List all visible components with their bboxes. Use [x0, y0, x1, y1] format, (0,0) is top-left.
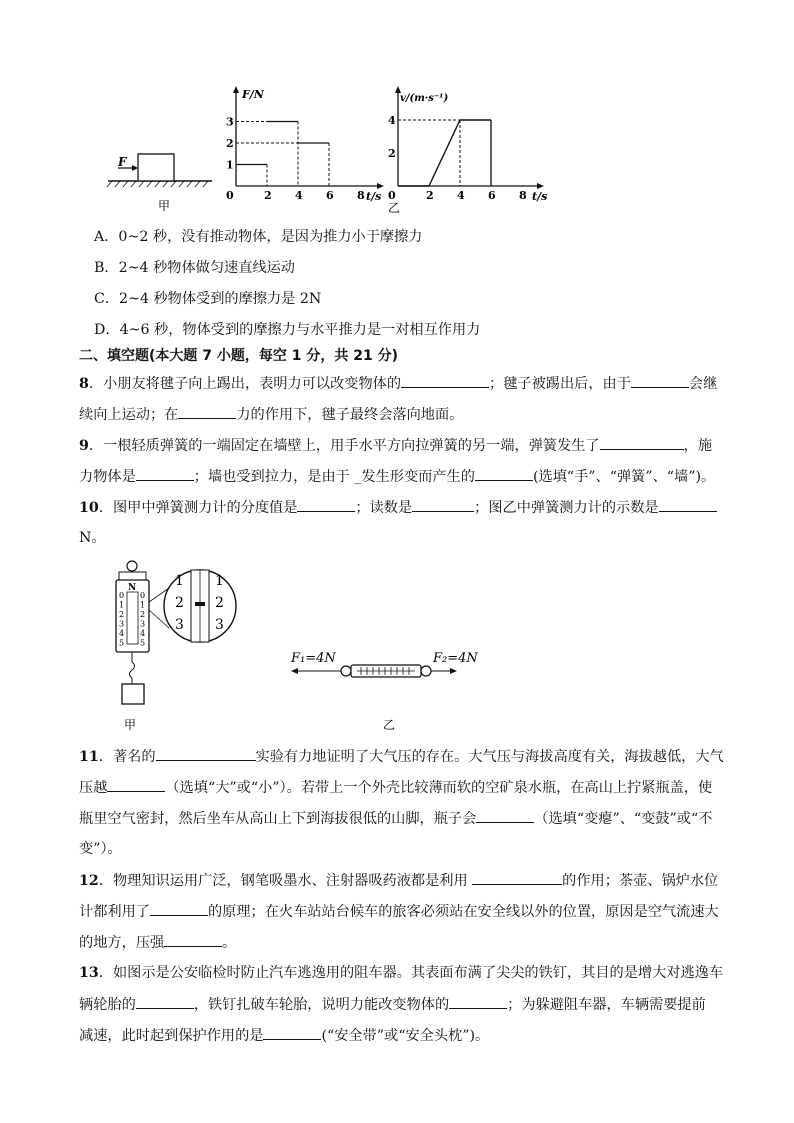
question-text: 的作用；茶壶、锅炉水位 [562, 873, 719, 889]
middle-figure [105, 558, 505, 733]
question-9-line-1 [79, 435, 712, 456]
question-number: 9 [79, 438, 89, 454]
f-y-tick: 1 [226, 158, 234, 172]
answer-blank[interactable] [150, 901, 208, 916]
question-text: ．物理知识运用广泛，钢笔吸墨水、注射器吸药液都是利用 [98, 873, 473, 889]
scale-number: 0 [140, 591, 146, 600]
f-x-tick: 8 [357, 189, 365, 202]
answer-blank[interactable] [600, 435, 684, 450]
caption-jia-mid: 甲 [124, 718, 137, 732]
question-11-line-2 [79, 777, 712, 798]
answer-blank[interactable] [164, 932, 222, 947]
answer-blank[interactable] [475, 466, 533, 481]
question-10-line-2: N。 [79, 530, 106, 546]
question-text: 续向上运动；在 [79, 407, 179, 423]
question-text: ；墙也受到拉力，是由于 _发生形变而产生的 [193, 469, 475, 485]
diagram-jia [107, 154, 212, 213]
v-y-tick: 4 [388, 114, 396, 127]
v-x-tick: 0 [388, 189, 396, 202]
question-text: ；为躲避阻车器，车辆需要提前 [507, 997, 706, 1013]
answer-blank[interactable] [472, 870, 562, 885]
f-x-tick: 6 [326, 189, 334, 202]
zoom-number: 1 [215, 573, 224, 589]
f-y-tick: 2 [226, 137, 234, 150]
spring-scale-yi [290, 651, 478, 732]
question-11-line-4: 变”）。 [79, 841, 122, 857]
scale-number: 1 [140, 600, 146, 610]
question-13-line-3 [79, 1025, 489, 1046]
question-text: 的地方，压强 [79, 935, 165, 951]
answer-blank[interactable] [631, 373, 689, 388]
question-text: (“安全带”或“安全头枕”)。 [321, 1028, 490, 1044]
hanging-weight [122, 684, 144, 704]
question-text: 。 [222, 935, 237, 951]
question-text: （选填“变瘪”、“变鼓”或“不 [534, 811, 713, 827]
question-text: ．小朋友将毽子向上踢出，表明力可以改变物体的 [88, 376, 402, 392]
scale-number: 2 [119, 610, 125, 619]
question-text: ；读数是 [355, 500, 413, 516]
zoom-number: 2 [215, 595, 224, 611]
answer-blank[interactable] [107, 777, 165, 792]
question-text: 压越 [79, 780, 108, 796]
unit-label: N [128, 583, 137, 593]
option-a: A．0~2 秒，没有推动物体，是因为推力小于摩擦力 [94, 229, 423, 245]
answer-blank[interactable] [136, 466, 194, 481]
question-10-line-1 [79, 497, 717, 518]
zoom-number: 2 [175, 595, 184, 611]
v-x-tick: 8 [519, 189, 527, 202]
v-x-tick: 4 [457, 189, 465, 202]
answer-blank[interactable] [263, 1025, 321, 1040]
v-x-tick: 6 [488, 189, 496, 202]
question-text: 实验有力地证明了大气压的存在。大气压与海拔高度有关，海拔越低，大气 [255, 749, 724, 765]
question-text: ．一根轻质弹簧的一端固定在墙壁上，用手水平方向拉弹簧的另一端，弹簧发生了 [88, 438, 600, 454]
scale-number: 4 [119, 629, 125, 638]
block [138, 154, 174, 181]
question-text: ，铁钉扎破车轮胎，说明力能改变物体的 [193, 997, 450, 1013]
scale-number: 4 [140, 629, 146, 638]
f-axis-label: F/N [242, 88, 264, 101]
scale-number: 3 [119, 619, 125, 629]
answer-blank[interactable] [156, 746, 256, 761]
question-11-line-1 [79, 746, 724, 767]
f-x-tick: 0 [226, 189, 234, 202]
scale-number: 3 [140, 619, 146, 629]
section-2-title: 二、填空题(本大题 7 小题，每空 1 分，共 21 分) [79, 348, 399, 364]
question-text: (选填“手”、“弹簧”、“墙”)。 [532, 469, 716, 485]
question-12-line-1 [79, 870, 718, 891]
question-text: （选填“大”或“小”）。若带上一个外壳比较薄而软的空矿泉水瓶，在高山上拧紧瓶盖，使 [165, 780, 713, 796]
answer-blank[interactable] [412, 497, 474, 512]
zoom-number: 3 [175, 617, 184, 633]
question-12-line-3 [79, 932, 236, 953]
question-text: 减速，此时起到保护作用的是 [79, 1028, 264, 1044]
force-label: F [118, 155, 127, 169]
question-text: 力的作用下，毽子最终会落向地面。 [236, 407, 464, 423]
v-segment [429, 120, 460, 186]
question-number: 11 [79, 749, 99, 765]
question-number: 13 [79, 965, 99, 981]
question-12-line-2 [79, 901, 719, 922]
answer-blank[interactable] [297, 497, 355, 512]
option-c: C．2~4 秒物体受到的摩擦力是 2N [94, 291, 322, 307]
option-b: B．2~4 秒物体做匀速直线运动 [94, 260, 295, 276]
caption-jia-top: 甲 [158, 199, 171, 213]
f2-label: F₂=4N [433, 651, 478, 666]
question-text: ．图甲中弹簧测力计的分度值是 [98, 500, 298, 516]
f-x-axis-label: t/s [366, 190, 382, 203]
answer-blank[interactable] [659, 497, 717, 512]
v-y-tick: 2 [388, 147, 396, 160]
v-axis-label: v/(m·s⁻¹) [400, 93, 449, 104]
zoom-number: 1 [175, 573, 184, 589]
scale-number: 5 [119, 638, 125, 648]
scale-number: 1 [119, 600, 125, 610]
v-x-axis-label: t/s [532, 190, 548, 203]
answer-blank[interactable] [178, 404, 236, 419]
answer-blank[interactable] [401, 373, 489, 388]
question-13-line-1 [79, 963, 723, 983]
f-x-tick: 4 [295, 189, 303, 202]
graph-velocity-time [388, 86, 547, 215]
f-y-tick: 3 [226, 115, 234, 129]
scale-number: 2 [140, 610, 146, 619]
question-text: 的原理；在火车站站台候车的旅客必须站在安全线以外的位置，原因是空气流速大 [207, 904, 719, 920]
answer-blank[interactable] [136, 994, 194, 1009]
v-x-tick: 2 [426, 189, 434, 202]
question-11-line-3 [79, 808, 712, 829]
question-text: 瓶里空气密封，然后坐车从高山上下到海拔很低的山脚，瓶子会 [79, 811, 477, 827]
question-number: 8 [79, 376, 89, 392]
question-text: 计都利用了 [79, 904, 150, 920]
scale-number: 0 [119, 591, 125, 600]
f-x-tick: 2 [264, 189, 272, 202]
question-text: ，施 [683, 438, 713, 454]
question-number: 10 [79, 500, 99, 516]
f1-label: F₁=4N [291, 651, 336, 666]
question-text: ．如图示是公安临检时防止汽车逃逸用的阻车器。其表面布满了尖尖的铁钉，其目的是增大对逃逸车 [98, 965, 724, 981]
answer-blank[interactable] [449, 994, 507, 1009]
question-text: ；毽子被踢出后，由于 [489, 376, 631, 392]
question-text: ．著名的 [98, 749, 156, 765]
zoom-number: 3 [215, 617, 224, 633]
graph-force-time [226, 86, 384, 203]
question-text: 辆轮胎的 [79, 997, 136, 1013]
answer-blank[interactable] [476, 808, 534, 823]
option-d: D．4~6 秒，物体受到的摩擦力与水平推力是一对相互作用力 [94, 322, 481, 338]
question-13-line-2 [79, 994, 706, 1015]
caption-yi-mid: 乙 [383, 718, 396, 732]
question-8-line-1 [79, 373, 717, 394]
spring-scale-jia [116, 561, 236, 732]
question-text: 力物体是 [79, 469, 136, 485]
top-figure [100, 80, 560, 215]
caption-yi-top: 乙 [388, 201, 401, 215]
question-text: ；图乙中弹簧测力计的示数是 [474, 500, 659, 516]
question-9-line-2 [79, 466, 715, 487]
question-number: 12 [79, 873, 99, 889]
scale-number: 5 [140, 638, 146, 648]
question-8-line-2 [79, 404, 463, 425]
question-text: 会继 [688, 376, 718, 392]
